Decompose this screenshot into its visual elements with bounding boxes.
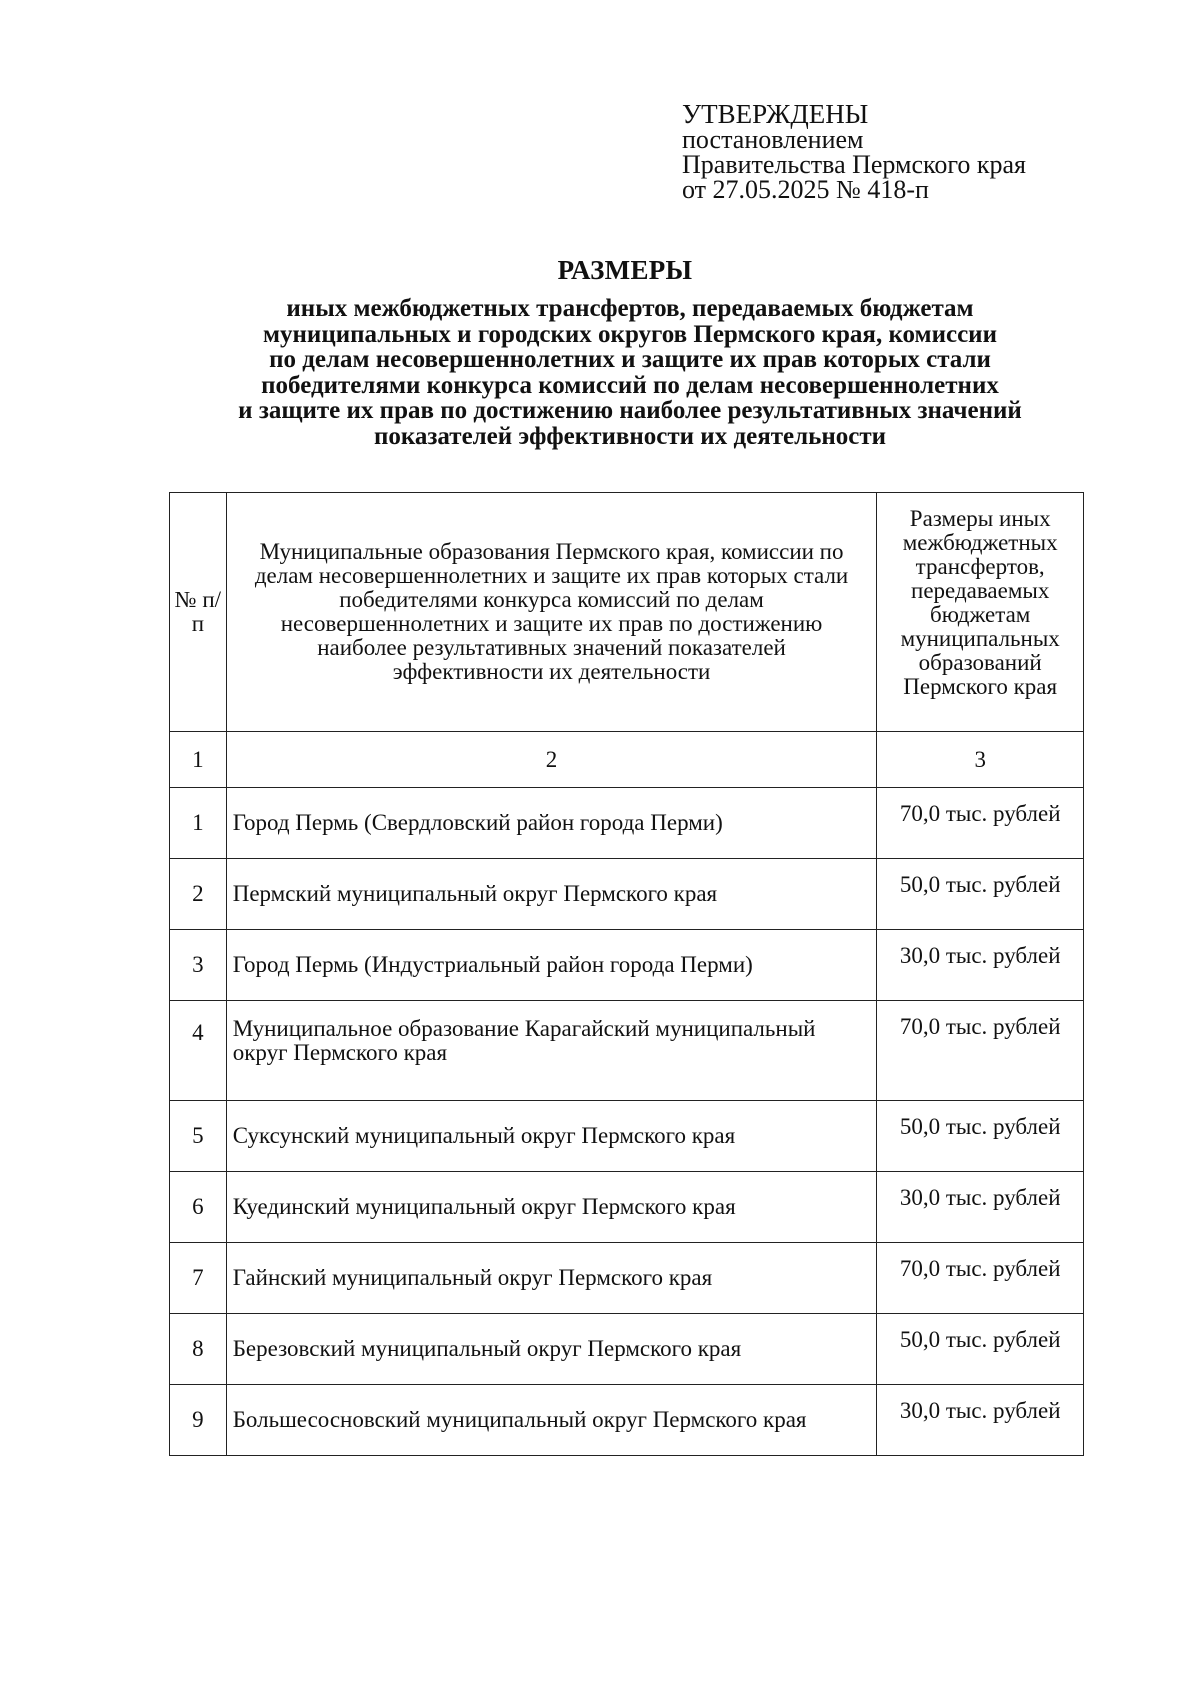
document-title: РАЗМЕРЫ [557, 255, 693, 285]
row-name: Город Пермь (Свердловский район города Перми) [226, 788, 877, 859]
row-num: 3 [170, 930, 227, 1001]
transfers-table [169, 492, 1084, 1456]
row-name: Березовский муниципальный округ Пермского края [226, 1314, 877, 1385]
row-num: 7 [170, 1243, 227, 1314]
row-num: 8 [170, 1314, 227, 1385]
subtitle-line: и защите их прав по достижению наиболее результативных значений [238, 397, 1022, 424]
row-amount: 50,0 тыс. рублей [877, 1314, 1084, 1385]
table-header-row [170, 493, 1084, 732]
table-row [170, 1001, 1084, 1101]
row-amount: 30,0 тыс. рублей [877, 930, 1084, 1001]
subtitle-line: иных межбюджетных трансфертов, передаваемых бюджетам [286, 295, 974, 322]
row-num: 2 [170, 859, 227, 930]
row-name: Куединский муниципальный округ Пермского края [226, 1172, 877, 1243]
row-name: Муниципальное образование Карагайский муниципальный округ Пермского края [226, 1001, 877, 1101]
table-row [170, 859, 1084, 930]
table-row [170, 788, 1084, 859]
subtitle-line: по делам несовершеннолетних и защите их прав которых стали [269, 346, 991, 373]
subtitle-line: показателей эффективности их деятельности [373, 422, 887, 450]
header-name [226, 493, 877, 732]
table-row [170, 1314, 1084, 1385]
row-amount: 70,0 тыс. рублей [877, 1001, 1084, 1101]
approval-head: УТВЕРЖДЕНЫ [682, 99, 869, 129]
row-num: 4 [170, 1001, 227, 1101]
table-row [170, 1101, 1084, 1172]
row-name: Пермский муниципальный округ Пермского края [226, 859, 877, 930]
column-index: 3 [877, 732, 1084, 788]
row-name: Суксунский муниципальный округ Пермского края [226, 1101, 877, 1172]
row-num: 6 [170, 1172, 227, 1243]
document-subtitle [150, 296, 1110, 449]
approval-stamp [682, 99, 1102, 204]
row-num: 9 [170, 1385, 227, 1456]
header-amount: Размеры иных межбюджетных трансфертов, передаваемых бюджетам муниципальных образований Пермского края [877, 493, 1084, 732]
row-amount: 50,0 тыс. рублей [877, 859, 1084, 930]
row-amount: 70,0 тыс. рублей [877, 788, 1084, 859]
approval-line: Правительства Пермского края [682, 150, 1026, 179]
column-index: 1 [170, 732, 227, 788]
row-name: Большесосновский муниципальный округ Пермского края [226, 1385, 877, 1456]
header-num: № п/п [170, 493, 227, 732]
table-row [170, 1243, 1084, 1314]
row-name: Гайнский муниципальный округ Пермского края [226, 1243, 877, 1314]
approval-line: постановлением [682, 125, 864, 154]
approval-line: от 27.05.2025 № 418-п [682, 175, 929, 204]
table-row [170, 1385, 1084, 1456]
table-row [170, 1172, 1084, 1243]
subtitle-line: победителями конкурса комиссий по делам несовершеннолетних [261, 371, 999, 399]
row-amount: 70,0 тыс. рублей [877, 1243, 1084, 1314]
row-amount: 30,0 тыс. рублей [877, 1385, 1084, 1456]
column-index: 2 [226, 732, 877, 788]
row-num: 1 [170, 788, 227, 859]
table-row [170, 930, 1084, 1001]
header-name-text: Муниципальные образования Пермского края, комиссии по делам несовершеннолетних и защите их прав которых стали победителями конкурса комиссий по делам несовершеннолетних и защите их прав по достижению наиболее результативных значений показателей эффективности их деятельности [254, 539, 849, 684]
row-name: Город Пермь (Индустриальный район города Перми) [226, 930, 877, 1001]
column-index-row [170, 732, 1084, 788]
row-num: 5 [170, 1101, 227, 1172]
row-amount: 30,0 тыс. рублей [877, 1172, 1084, 1243]
subtitle-line: муниципальных и городских округов Пермского края, комиссии [262, 320, 997, 348]
row-amount: 50,0 тыс. рублей [877, 1101, 1084, 1172]
